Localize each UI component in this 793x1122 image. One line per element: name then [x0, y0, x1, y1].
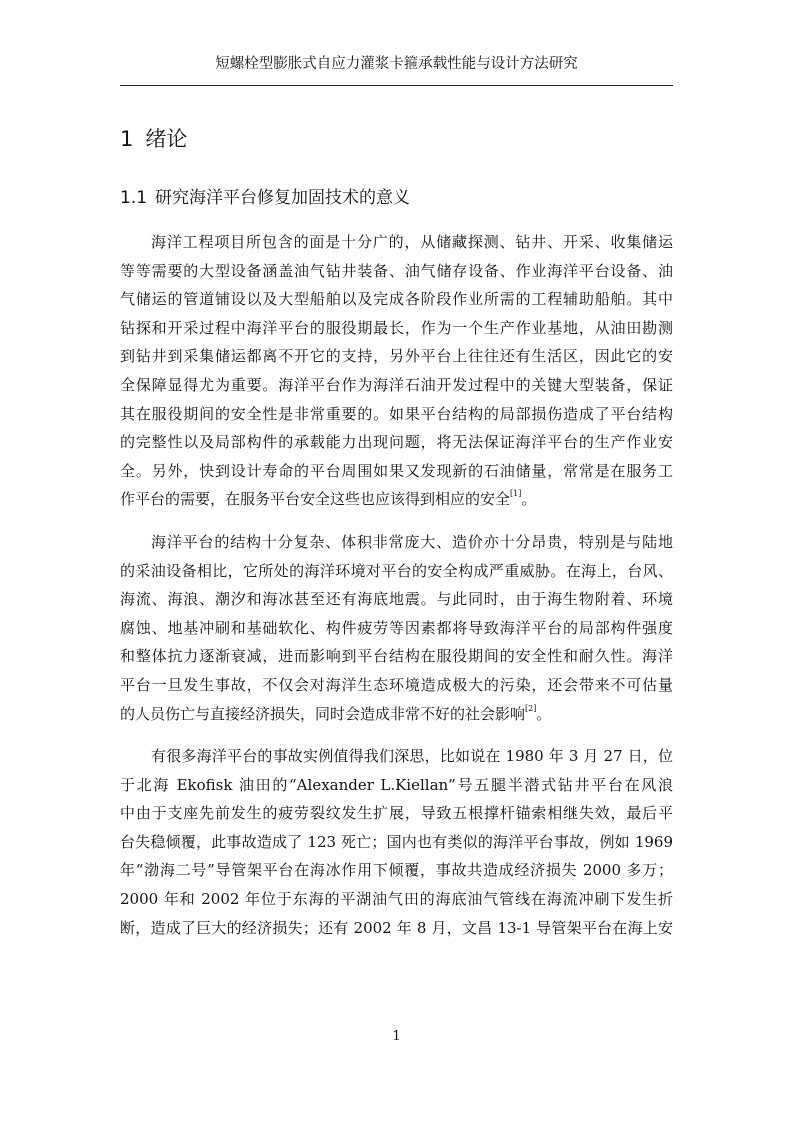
paragraph-1 [120, 208, 673, 514]
text-line: 断，造成了巨大的经济损失；还有 2002 年 8 月，文昌 13-1 导管架平台在海上安 [120, 918, 673, 937]
text-line: 于北海 Ekofisk 油田的“Alexander L.Kiellan”号五腿半潜式钻井平台在风浪 [120, 775, 673, 794]
citation-marker[interactable]: [1] [510, 489, 522, 499]
text-line: 的完整性以及局部构件的承载能力出现问题，将无法保证海洋平台的生产作业安 [120, 433, 673, 452]
text-line: 平台一旦发生事故，不仅会对海洋生态环境造成极大的污染，还会带来不可估量 [120, 675, 673, 694]
header-rule [120, 85, 673, 86]
page-number: 1 [392, 1029, 401, 1044]
text-line: 海洋平台的结构十分复杂、体积非常庞大、造价亦十分昂贵，特别是与陆地 [151, 532, 673, 551]
text-fragment: 。 [521, 490, 537, 509]
text-line: 台失稳倾覆，此事故造成了 123 死亡；国内也有类似的海洋平台事故，例如 1969 [120, 832, 673, 851]
text-line: 中由于支座先前发生的疲劳裂纹发生扩展，导致五根撑杆锚索相继失效，最后平 [120, 804, 673, 823]
chapter-title: 绪论 [145, 127, 188, 151]
text-line: 腐蚀、地基冲刷和基础软化、构件疲劳等因素都将导致海洋平台的局部构件强度 [120, 618, 673, 637]
paragraph-3 [120, 728, 673, 942]
section-title: 研究海洋平台修复加固技术的意义 [155, 188, 411, 208]
chapter-heading [120, 124, 187, 154]
body-text [120, 208, 673, 942]
text-line: 有很多海洋平台的事故实例值得我们深思，比如说在 1980 年 3 月 27 日，位 [151, 747, 673, 766]
text-line: 等等需要的大型设备涵盖油气钻井装备、油气储存设备、作业海洋平台设备、油 [120, 261, 673, 280]
text-line: 和整体抗力逐渐衰减，进而影响到平台结构在服役期间的安全性和耐久性。海洋 [120, 647, 673, 666]
text-line: 全。另外，快到设计寿命的平台周围如果又发现新的石油储量，常常是在服务工 [120, 461, 673, 480]
text-line: 2000 年和 2002 年位于东海的平湖油气田的海底油气管线在海流冲刷下发生折 [120, 890, 673, 909]
running-header: 短螺栓型膨胀式自应力灌浆卡箍承载性能与设计方法研究 [215, 56, 578, 72]
text-line: 年“渤海二号”导管架平台在海冰作用下倾覆，事故共造成经济损失 2000 多万； [120, 861, 673, 880]
text-line: 的采油设备相比，它所处的海洋环境对平台的安全构成严重威胁。在海上，台风、 [120, 561, 673, 580]
text-line: 气储运的管道铺设以及大型船舶以及完成各阶段作业所需的工程辅助船舶。其中 [120, 290, 673, 309]
citation-marker[interactable]: [2] [525, 703, 537, 713]
text-line: 到钻井到采集储运都离不开它的支持，另外平台上往往还有生活区，因此它的安 [120, 347, 673, 366]
text-line [120, 485, 673, 514]
chapter-number: 1 [120, 127, 134, 151]
text-fragment: 。 [536, 704, 552, 723]
section-number: 1.1 [120, 188, 148, 208]
text-line: 其在服役期间的安全性是非常重要的。如果平台结构的局部损伤造成了平台结构 [120, 404, 673, 423]
text-fragment: 的人员伤亡与直接经济损失，同时会造成非常不好的社会影响 [120, 704, 526, 723]
text-line: 钻探和开采过程中海洋平台的服役期最长，作为一个生产作业基地，从油田勘测 [120, 318, 673, 337]
text-line: 全保障显得尤为重要。海洋平台作为海洋石油开发过程中的关键大型装备，保证 [120, 375, 673, 394]
text-line: 海洋工程项目所包含的面是十分广的，从储藏探测、钻井、开采、收集储运 [151, 233, 673, 251]
text-line: 海流、海浪、潮汐和海冰甚至还有海底地震。与此同时，由于海生物附着、环境 [120, 590, 673, 609]
text-line [120, 700, 673, 729]
paragraph-2 [120, 514, 673, 728]
text-fragment: 作平台的需要，在服务平台安全这些也应该得到相应的安全 [120, 490, 511, 509]
